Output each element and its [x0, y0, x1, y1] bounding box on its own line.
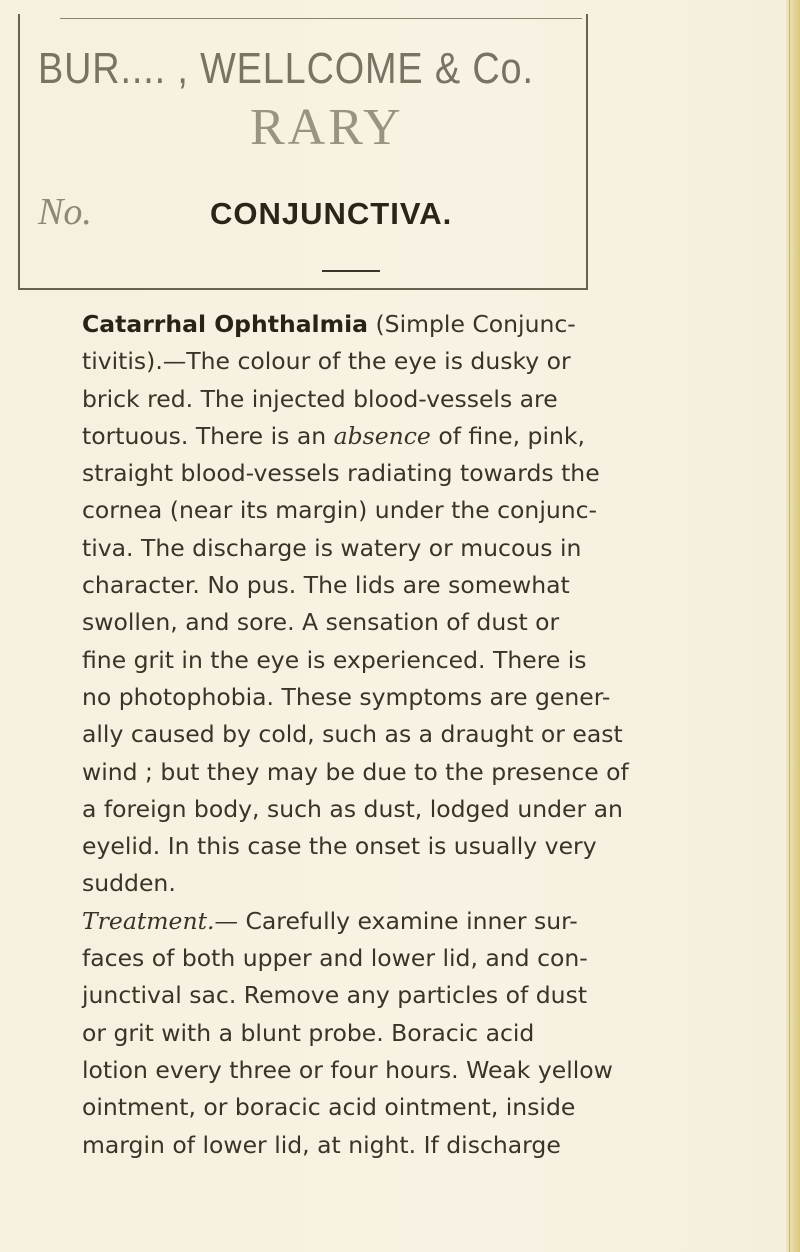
text-span: tortuous. There is an	[82, 421, 334, 450]
text-line: sudden.	[82, 869, 176, 898]
library-stamp-line2: RARY	[250, 99, 404, 156]
entry-body	[82, 306, 754, 1164]
text-line: character. No pus. The lids are somewhat	[82, 571, 570, 600]
text-line: tivitis).—The colour of the eye is dusky or	[82, 347, 571, 376]
text-span: of fine, pink,	[430, 421, 585, 450]
text-line: tiva. The discharge is watery or mucous in	[82, 533, 582, 562]
text-line	[82, 903, 754, 940]
text-line: faces of both upper and lower lid, and con-	[82, 944, 588, 973]
text-line: lotion every three or four hours. Weak yellow	[82, 1055, 613, 1084]
text-line: ointment, or boracic acid ointment, inside	[82, 1093, 576, 1122]
text-line: swollen, and sore. A sensation of dust or	[82, 608, 560, 637]
text-line	[82, 306, 754, 343]
emphasis-text: absence	[333, 421, 431, 450]
text-line: straight blood-vessels radiating towards the	[82, 459, 600, 488]
treatment-label: Treatment.—	[82, 906, 239, 935]
text-line: brick red. The injected blood-vessels are	[82, 384, 558, 413]
text-line: a foreign body, such as dust, lodged under an	[82, 794, 623, 823]
text-line: junctival sac. Remove any particles of dust	[82, 981, 588, 1010]
section-heading: CONJUNCTIVA.	[210, 196, 453, 231]
text-line: cornea (near its margin) under the conjunc-	[82, 496, 598, 525]
text-line: ally caused by cold, such as a draught or east	[82, 720, 623, 749]
library-stamp-line1: BUR.... , WELLCOME & Co.	[38, 44, 534, 93]
text-line: margin of lower lid, at night. If discharge	[82, 1130, 561, 1159]
entry-title: Catarrhal Ophthalmia	[82, 310, 369, 338]
text-span: Carefully examine inner sur-	[238, 906, 578, 935]
page-edge-line	[789, 0, 790, 1252]
text-line: eyelid. In this case the onset is usually very	[82, 832, 597, 861]
text-line: wind ; but they may be due to the presence of	[82, 757, 629, 786]
text-span: (Simple Conjunc-	[368, 310, 576, 338]
text-line: fine grit in the eye is experienced. There is	[82, 645, 587, 674]
text-line: or grit with a blunt probe. Boracic acid	[82, 1018, 535, 1047]
text-line: no photophobia. These symptoms are gener-	[82, 682, 611, 711]
heading-rule	[322, 270, 380, 272]
text-line	[82, 418, 754, 455]
library-stamp-number-label: No.	[38, 191, 92, 233]
